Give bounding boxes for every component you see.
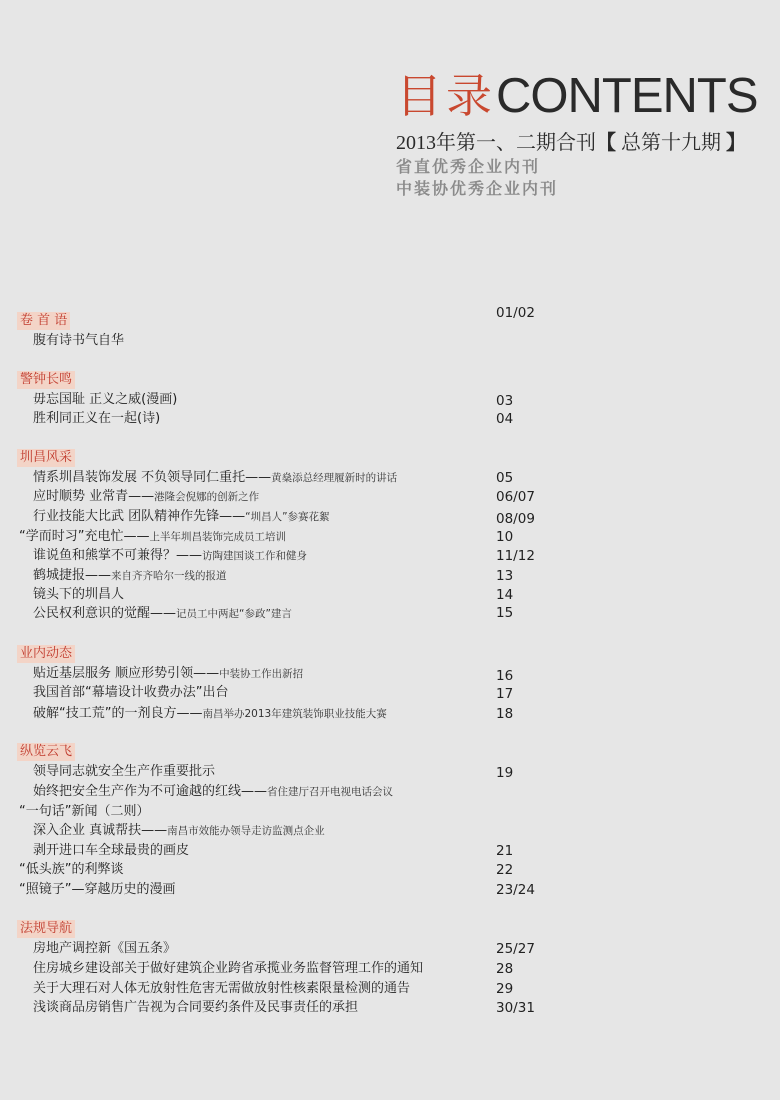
toc-item[interactable] <box>33 705 387 723</box>
toc-item-subtitle: 来自齐齐哈尔一线的报道 <box>111 570 227 582</box>
page-number: 16 <box>496 668 514 684</box>
toc-item-title: 关于大理石对人体无放射性危害无需做放射性核素限量检测的通告 <box>33 981 411 996</box>
page-number: 21 <box>496 843 514 859</box>
issue-line <box>396 126 746 155</box>
toc-item-title: 公民权利意识的觉醒—— <box>33 606 177 621</box>
toc-item-title: 房地产调控新《国五条》 <box>33 941 177 956</box>
toc-item-title: 深入企业 真诚帮扶—— <box>33 823 168 838</box>
page-number: 28 <box>496 961 514 977</box>
toc-item[interactable] <box>33 410 160 428</box>
toc-item-title: “低头族”的利弊谈 <box>19 862 124 877</box>
masthead <box>396 69 776 198</box>
toc-item[interactable] <box>33 508 330 526</box>
toc-item-title: 腹有诗书气自华 <box>33 333 125 348</box>
toc-item[interactable] <box>19 861 123 879</box>
toc-item-subtitle: 南昌举办2013年建筑装饰职业技能大赛 <box>202 708 387 720</box>
toc-item-title: 行业技能大比武 团队精神作先锋—— <box>33 509 246 524</box>
page-number: 17 <box>496 686 514 702</box>
toc-item-title: “照镜子”—穿越历史的漫画 <box>19 882 176 897</box>
page-number: 14 <box>496 587 514 603</box>
toc-item[interactable] <box>33 999 358 1017</box>
page-number: 11/12 <box>496 548 535 564</box>
page-number: 01/02 <box>496 305 535 321</box>
toc-item[interactable] <box>33 567 227 585</box>
toc-item-title: 应时顺势 业常青—— <box>33 489 155 504</box>
page-number: 06/07 <box>496 489 535 505</box>
toc-item[interactable] <box>33 960 423 978</box>
section-label-warning: 警钟长鸣 <box>17 371 75 389</box>
toc-item-subtitle: 黄燊添总经理履新时的讲话 <box>271 472 398 484</box>
section-label-preface: 卷 首 语 <box>17 312 70 330</box>
toc-item-title: 镜头下的圳昌人 <box>33 587 125 602</box>
issue-main: 2013年第一、二期合刊 <box>396 132 596 154</box>
toc-item-title: 剥开进口车全球最贵的画皮 <box>33 843 190 858</box>
toc-item-subtitle: 港隆会倪娜的创新之作 <box>154 491 260 503</box>
toc-item-title: 鹤城捷报—— <box>33 568 112 583</box>
toc-item-title: 始终把安全生产作为不可逾越的红线—— <box>33 784 268 799</box>
toc-item-title: 破解“技工荒”的一剂良方—— <box>33 706 203 721</box>
title-english: CONTENTS <box>496 69 758 123</box>
page-number: 25/27 <box>496 941 535 957</box>
toc-item-title: 我国首部“幕墙设计收费办法”出台 <box>33 685 229 700</box>
title-chinese: 目录 <box>396 69 496 123</box>
page-number: 29 <box>496 981 514 997</box>
section-label-overview: 纵览云飞 <box>17 743 75 761</box>
toc-item[interactable] <box>19 803 149 821</box>
toc-item-title: 毋忘国耻 正义之威(漫画) <box>33 392 178 407</box>
toc-item[interactable] <box>33 940 176 958</box>
toc-item[interactable] <box>33 488 259 506</box>
toc-item-subtitle: 记员工中两起“参政”建言 <box>176 608 292 620</box>
publication-award-1: 省直优秀企业内刊 <box>396 157 541 176</box>
toc-item-subtitle: “圳昌人”参赛花絮 <box>245 511 330 523</box>
toc-item[interactable] <box>33 391 177 409</box>
toc-item[interactable] <box>33 469 397 487</box>
contents-title <box>396 69 776 123</box>
toc-item[interactable] <box>33 332 124 350</box>
toc-item-title: 胜利同正义在一起(诗) <box>33 411 161 426</box>
page-number: 15 <box>496 605 514 621</box>
toc-item[interactable] <box>33 586 124 604</box>
toc-item[interactable] <box>33 547 307 565</box>
section-label-regulations: 法规导航 <box>17 920 75 938</box>
toc-item[interactable] <box>33 842 189 860</box>
toc-item-subtitle: 中装协工作出新招 <box>219 668 304 680</box>
toc-item[interactable] <box>33 783 393 801</box>
page-number: 04 <box>496 411 514 427</box>
toc-item-title: 贴近基层服务 顺应形势引领—— <box>33 666 220 681</box>
page-number: 22 <box>496 862 514 878</box>
toc-item-subtitle: 省住建厅召开电视电话会议 <box>267 786 394 798</box>
toc-item-title: 谁说鱼和熊掌不可兼得？—— <box>33 548 203 563</box>
page-number: 03 <box>496 393 514 409</box>
toc-item[interactable] <box>33 605 292 623</box>
toc-item-title: 住房城乡建设部关于做好建筑企业跨省承揽业务监督管理工作的通知 <box>33 961 424 976</box>
page-number: 30/31 <box>496 1000 535 1016</box>
page-number: 13 <box>496 568 514 584</box>
publication-award-2: 中装协优秀企业内刊 <box>396 179 559 198</box>
page-number: 19 <box>496 765 514 781</box>
bracket-left: 【 <box>596 132 616 154</box>
toc-item-title: “学而时习”充电忙—— <box>19 529 150 544</box>
toc-item-subtitle: 上半年圳昌装饰完成员工培训 <box>149 531 286 543</box>
issue-total: 总第十九期 <box>616 132 726 154</box>
toc-item-title: 领导同志就安全生产作重要批示 <box>33 764 216 779</box>
toc-item[interactable] <box>33 684 228 702</box>
toc-item[interactable] <box>19 528 286 546</box>
toc-item-title: 情系圳昌装饰发展 不负领导同仁重托—— <box>33 470 272 485</box>
page-number: 23/24 <box>496 882 535 898</box>
toc-item-subtitle: 访陶建国谈工作和健身 <box>202 550 308 562</box>
toc-item-subtitle: 南昌市效能办领导走访监测点企业 <box>167 825 325 837</box>
toc-item[interactable] <box>33 763 215 781</box>
toc-item-title: “一句话”新闻（二则） <box>19 804 150 819</box>
toc-item-title: 浅谈商品房销售广告视为合同要约条件及民事责任的承担 <box>33 1000 359 1015</box>
section-label-company: 圳昌风采 <box>17 449 75 467</box>
page-number: 08/09 <box>496 511 535 527</box>
toc-item[interactable] <box>33 665 303 683</box>
bracket-right: 】 <box>726 132 746 154</box>
page-number: 10 <box>496 529 514 545</box>
page-number: 05 <box>496 470 514 486</box>
section-label-industry: 业内动态 <box>17 645 75 663</box>
toc-item[interactable] <box>33 980 410 998</box>
toc-item[interactable] <box>33 822 325 840</box>
page-number: 18 <box>496 706 514 722</box>
toc-item[interactable] <box>19 881 175 899</box>
